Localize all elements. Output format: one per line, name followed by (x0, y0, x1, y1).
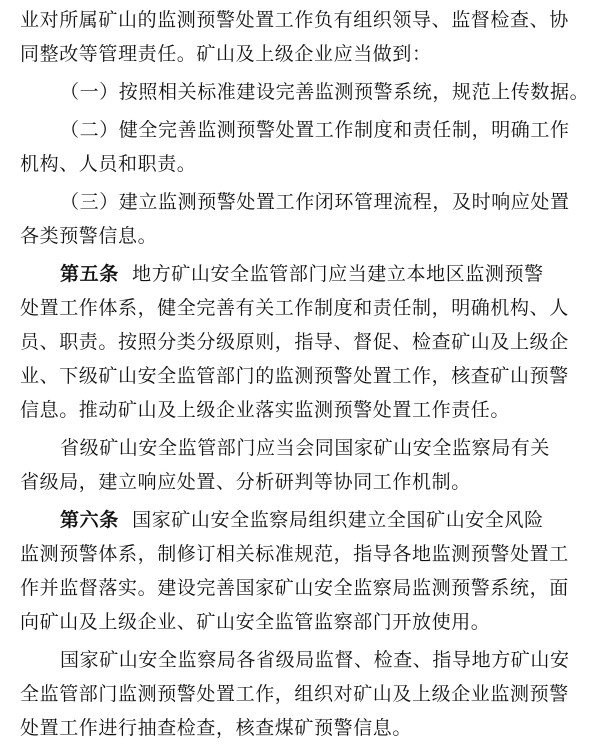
paragraph-line: 作并监督落实。建设完善国家矿山安全监察局监测预警系统，面 (20, 577, 569, 599)
paragraph-line: 国家矿山安全监察局各省级局监督、检查、指导地方矿山安 (60, 649, 570, 671)
list-item: （一）按照相关标准建设完善监测预警系统，规范上传数据。 (60, 81, 590, 103)
paragraph-text: 地方矿山安全监管部门应当建立本地区监测预警 (132, 263, 544, 285)
paragraph-line: 信息。推动矿山及上级企业落实监测预警处置工作责任。 (20, 399, 511, 421)
article-label: 第五条 (60, 263, 119, 285)
paragraph-line: 向矿山及上级企业、矿山安全监管监察部门开放使用。 (20, 611, 491, 633)
paragraph-line: 处置工作进行抽查检查，核查煤矿预警信息。 (20, 717, 413, 739)
paragraph-line: 全监管部门监测预警处置工作，组织对矿山及上级企业监测预警 (20, 683, 569, 705)
article-five-first-line (60, 260, 544, 288)
paragraph-line: 省级矿山安全监管部门应当会同国家矿山安全监察局有关 (60, 437, 551, 459)
paragraph-line: 各类预警信息。 (20, 225, 158, 247)
paragraph-line: 监测预警体系，制修订相关标准规范，指导各地监测预警处置工 (20, 543, 569, 565)
paragraph-text: 国家矿山安全监察局组织建立全国矿山安全风险 (132, 509, 544, 531)
paragraph-line: 机构、人员和职责。 (20, 153, 197, 175)
article-label: 第六条 (60, 509, 119, 531)
paragraph-line: 业、下级矿山安全监管部门的监测预警处置工作，核查矿山预警 (20, 365, 569, 387)
article-six-first-line (60, 506, 544, 534)
paragraph-line: 业对所属矿山的监测预警处置工作负有组织领导、监督检查、协 (20, 9, 569, 31)
paragraph-line: 省级局，建立响应处置、分析研判等协同工作机制。 (20, 471, 471, 493)
list-item: （二）健全完善监测预警处置工作制度和责任制，明确工作 (60, 119, 570, 141)
paragraph-line: 同整改等管理责任。矿山及上级企业应当做到： (20, 43, 432, 65)
paragraph-line: 处置工作体系，健全完善有关工作制度和责任制，明确机构、人 (20, 297, 569, 319)
paragraph-line: 员、职责。按照分类分级原则，指导、督促、检查矿山及上级企 (20, 331, 569, 353)
list-item: （三）建立监测预警处置工作闭环管理流程，及时响应处置 (60, 191, 570, 213)
